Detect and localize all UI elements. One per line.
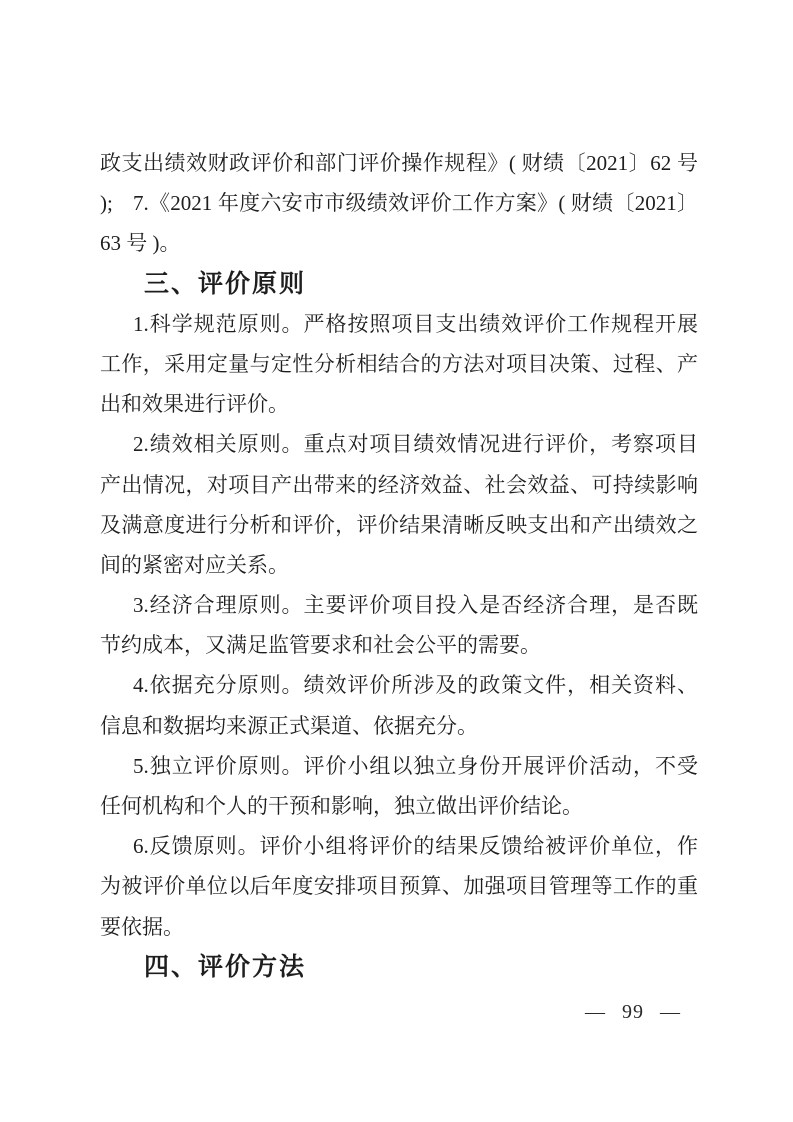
text-line: 1.科学规范原则。严格按照项目支出绩效评价工作规程开展 bbox=[133, 311, 698, 336]
text-line: 3.经济合理原则。主要评价项目投入是否经济合理，是否既 bbox=[133, 593, 698, 618]
text-line: 工作，采用定量与定性分析相结合的方法对项目决策、过程、产 bbox=[100, 351, 698, 376]
text-line: 要依据。 bbox=[100, 914, 184, 939]
page-number: — 99 — bbox=[585, 1001, 681, 1023]
text-line: 信息和数据均来源正式渠道、依据充分。 bbox=[100, 713, 478, 738]
text-line: 5.独立评价原则。评价小组以独立身份开展评价活动，不受 bbox=[133, 753, 698, 778]
section-heading: 三、评价原则 bbox=[144, 269, 307, 298]
text-line: 4.依据充分原则。绩效评价所涉及的政策文件，相关资料、 bbox=[133, 673, 698, 698]
text-line: 7.《2021 年度六安市市级绩效评价工作方案》( 财绩〔2021〕 bbox=[133, 191, 698, 216]
text-line: 为被评价单位以后年度安排项目预算、加强项目管理等工作的重 bbox=[100, 874, 698, 899]
text-line: 出和效果进行评价。 bbox=[100, 392, 289, 417]
text-line: 任何机构和个人的干预和影响，独立做出评价结论。 bbox=[100, 794, 583, 818]
text-line: 63 号 )。 bbox=[100, 231, 181, 256]
text-line: 间的紧密对应关系。 bbox=[100, 552, 289, 577]
text-line: 节约成本，又满足监管要求和社会公平的需要。 bbox=[100, 633, 541, 658]
text-line: 及满意度进行分析和评价，评价结果清晰反映支出和产出绩效之 bbox=[100, 512, 698, 537]
text-line: 政支出绩效财政评价和部门评价操作规程》( 财绩〔2021〕62 号 ); bbox=[100, 151, 698, 216]
section-heading: 四、评价方法 bbox=[144, 952, 307, 981]
text-line: 6.反馈原则。评价小组将评价的结果反馈给被评价单位，作 bbox=[133, 834, 698, 859]
document-body bbox=[100, 143, 698, 987]
text-line: 产出情况，对项目产出带来的经济效益、社会效益、可持续影响 bbox=[100, 472, 698, 497]
text-line: 2.绩效相关原则。重点对项目绩效情况进行评价，考察项目 bbox=[133, 432, 698, 457]
